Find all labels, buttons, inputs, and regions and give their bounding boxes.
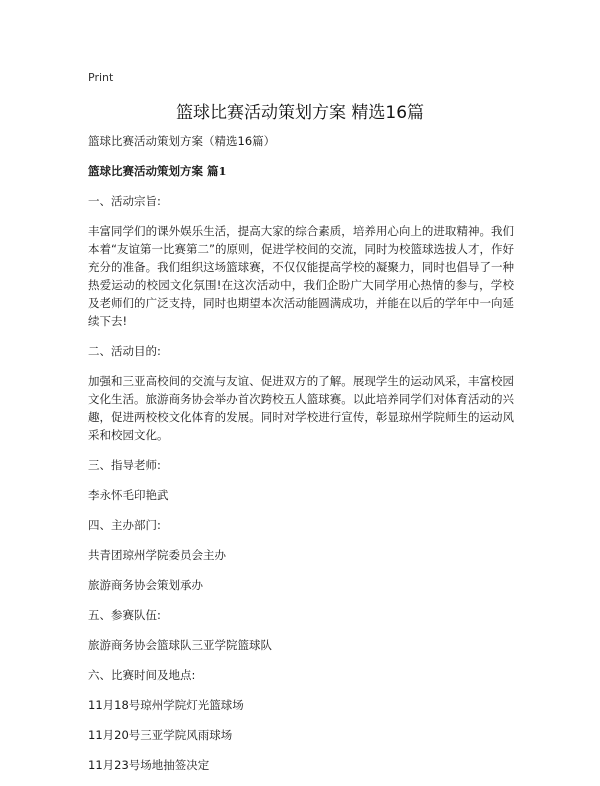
organizer-main: 共青团琼州学院委员会主办 <box>88 548 226 562</box>
document-body <box>88 132 514 786</box>
schedule-item-3: 11月23号场地抽签决定 <box>88 758 210 772</box>
paragraph-purpose: 丰富同学们的课外娱乐生活，提高大家的综合素质，培养用心向上的进取精神。我们本着“友谊第一比赛第二”的原则，促进学校间的交流，同时为校篮球选拔人才，作好充分的准备。我们组织这场篮球赛，不仅仅能提高学校的凝聚力，同时也倡导了一种热爱运动的校园文化氛围!在这次活动中，我们企盼广大同学用心热情的参与，学校及老师们的广泛支持，同时也期望本次活动能圆满成功，并能在以后的学年中一向延续下去! <box>88 224 514 328</box>
print-label[interactable]: Print <box>88 71 114 84</box>
heading-schedule: 六、比赛时间及地点: <box>88 668 196 682</box>
page-title: 篮球比赛活动策划方案 精选16篇 <box>175 103 425 123</box>
schedule-item-2: 11月20号三亚学院风雨球场 <box>88 728 233 742</box>
teams-text: 旅游商务协会篮球队三亚学院篮球队 <box>88 638 272 652</box>
section-title: 篮球比赛活动策划方案 篇1 <box>88 164 227 178</box>
heading-goals: 二、活动目的: <box>88 344 161 358</box>
document-subtitle: 篮球比赛活动策划方案（精选16篇） <box>88 134 276 148</box>
paragraph-goals: 加强和三亚高校间的交流与友谊、促进双方的了解。展现学生的运动风采，丰富校园文化生活。旅游商务协会举办首次跨校五人篮球赛。以此培养同学们对体育活动的兴趣，促进两校校文化体育的发展。同时对学校进行宣传，彰显琼州学院师生的运动风采和校园文化。 <box>88 374 514 442</box>
teachers-text: 李永怀毛印艳武 <box>88 488 169 502</box>
organizer-host: 旅游商务协会策划承办 <box>88 578 203 592</box>
heading-purpose: 一、活动宗旨: <box>88 194 161 208</box>
heading-organizers: 四、主办部门: <box>88 518 161 532</box>
heading-teams: 五、参赛队伍: <box>88 608 161 622</box>
schedule-item-1: 11月18号琼州学院灯光篮球场 <box>88 698 244 712</box>
heading-teachers: 三、指导老师: <box>88 458 161 472</box>
